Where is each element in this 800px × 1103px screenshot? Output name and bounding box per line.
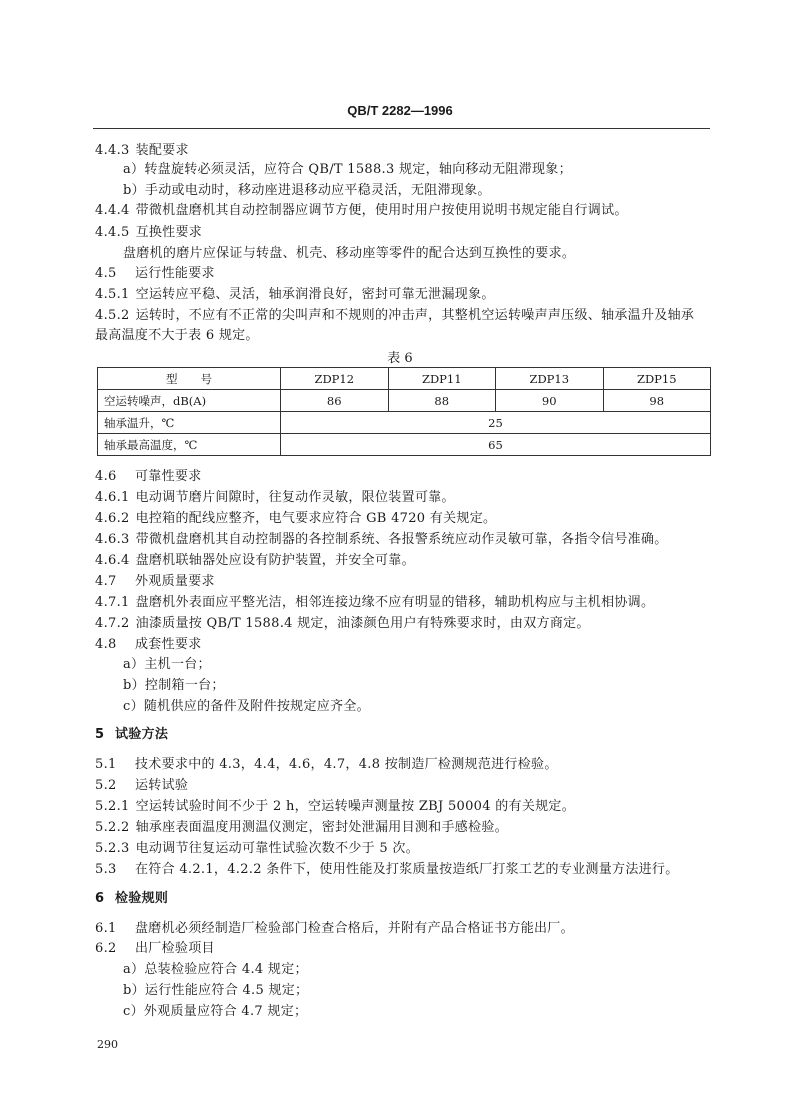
clause-text: 运行性能要求 xyxy=(135,266,215,281)
clause-line xyxy=(95,941,215,957)
text-line xyxy=(123,162,572,178)
text-line xyxy=(123,678,225,694)
clause-text: 最高温度不大于表 6 规定。 xyxy=(95,328,259,343)
clause-number: 4.6 xyxy=(95,469,117,484)
clause-text: b）手动或电动时，移动座进退移动应平稳灵活，无阻滞现象。 xyxy=(123,183,491,198)
clause-line xyxy=(95,553,415,569)
clause-number: 4.6.1 xyxy=(95,490,130,505)
clause-line xyxy=(95,595,654,611)
table-6 xyxy=(97,367,711,456)
clause-text: 电动调节磨片间隙时，往复动作灵敏，限位装置可靠。 xyxy=(135,490,455,505)
clause-number: 5 xyxy=(95,727,105,742)
clause-number: 4.4.3 xyxy=(95,143,130,158)
table-row xyxy=(98,390,711,412)
clause-number: 4.5.2 xyxy=(95,308,130,323)
table-cell: 轴承最高温度，℃ xyxy=(98,434,281,456)
clause-text: 在符合 4.2.1，4.2.2 条件下，使用性能及打浆质量按造纸厂打浆工艺的专业测量方法进行。 xyxy=(135,862,679,877)
clause-line xyxy=(95,799,575,815)
clause-text: 油漆质量按 QB/T 1588.4 规定，油漆颜色用户有特殊要求时，由双方商定。 xyxy=(135,616,590,631)
table-header-row xyxy=(98,368,711,390)
clause-line xyxy=(95,532,668,548)
clause-number: 5.2.3 xyxy=(95,841,130,856)
clause-text: 带微机盘磨机其自动控制器应调节方便，使用时用户按使用说明书规定能自行调试。 xyxy=(135,203,628,218)
page-number: 290 xyxy=(97,1038,118,1051)
table-cell: 型 号 xyxy=(98,368,281,390)
clause-text: 技术要求中的 4.3，4.4，4.6，4.7，4.8 按制造厂检测规范进行检验。 xyxy=(135,757,558,772)
clause-line xyxy=(95,757,558,773)
clause-line xyxy=(95,308,694,324)
clause-text: 空运转试验时间不少于 2 h，空运转噪声测量按 ZBJ 50004 的有关规定。 xyxy=(135,799,576,814)
clause-line xyxy=(95,287,495,303)
clause-number: 4.6.4 xyxy=(95,553,130,568)
clause-text: 盘磨机必须经制造厂检验部门检查合格后，并附有产品合格证书方能出厂。 xyxy=(135,921,574,936)
table-row xyxy=(98,412,711,434)
clause-text: 外观质量要求 xyxy=(135,574,215,589)
clause-number: 5.2.2 xyxy=(95,820,130,835)
table-cell: 轴承温升，℃ xyxy=(98,412,281,434)
clause-number: 4.7.2 xyxy=(95,616,130,631)
table-cell: 88 xyxy=(388,390,496,412)
clause-text: 成套性要求 xyxy=(135,637,202,652)
clause-number: 4.5 xyxy=(95,266,117,281)
clause-number: 4.4.5 xyxy=(95,225,130,240)
clause-text: 盘磨机联轴器处应设有防护装置，并安全可靠。 xyxy=(135,553,415,568)
clause-line xyxy=(95,637,202,653)
clause-text: 运转试验 xyxy=(135,778,189,793)
clause-line xyxy=(95,820,508,836)
clause-number: 4.6.2 xyxy=(95,511,130,526)
text-line xyxy=(123,962,308,978)
clause-number: 4.4.4 xyxy=(95,203,130,218)
clause-text: 可靠性要求 xyxy=(135,469,202,484)
clause-text: 空运转应平稳、灵活，轴承润滑良好，密封可靠无泄漏现象。 xyxy=(135,287,495,302)
clause-text: b）运行性能应符合 4.5 规定； xyxy=(123,983,309,998)
clause-line xyxy=(95,727,168,743)
table-cell: ZDP15 xyxy=(603,368,711,390)
table-cell: 空运转噪声，dB(A) xyxy=(98,390,281,412)
clause-number: 4.5.1 xyxy=(95,287,130,302)
clause-text: 轴承座表面温度用测温仪测定，密封处泄漏用目测和手感检验。 xyxy=(135,820,508,835)
text-line xyxy=(95,328,259,344)
clause-text: a）主机一台； xyxy=(123,657,211,672)
clause-text: 出厂检验项目 xyxy=(135,941,215,956)
clause-number: 4.8 xyxy=(95,637,117,652)
table-cell: 90 xyxy=(496,390,604,412)
clause-line xyxy=(95,511,496,527)
table-cell: 86 xyxy=(281,390,389,412)
clause-number: 5.2 xyxy=(95,778,117,793)
table-cell: 98 xyxy=(603,390,711,412)
clause-line xyxy=(95,778,188,794)
clause-number: 6.2 xyxy=(95,941,117,956)
clause-number: 5.2.1 xyxy=(95,799,130,814)
clause-line xyxy=(95,490,455,506)
text-line xyxy=(123,1004,307,1020)
table-caption: 表 6 xyxy=(387,351,413,366)
clause-number: 4.7.1 xyxy=(95,595,130,610)
table-cell: ZDP11 xyxy=(388,368,496,390)
clause-number: 6.1 xyxy=(95,921,117,936)
clause-line xyxy=(95,921,574,937)
text-line xyxy=(123,699,370,715)
header-rule xyxy=(93,128,710,129)
document-header: QB/T 2282—1996 xyxy=(347,103,453,118)
table-cell: ZDP13 xyxy=(496,368,604,390)
text-line xyxy=(123,183,491,199)
clause-text: b）控制箱一台； xyxy=(123,678,225,693)
clause-text: a）转盘旋转必须灵活，应符合 QB/T 1588.3 规定，轴向移动无阻滞现象； xyxy=(123,162,572,177)
clause-text: 电动调节往复运动可靠性试验次数不少于 5 次。 xyxy=(135,841,420,856)
clause-text: 盘磨机的磨片应保证与转盘、机壳、移动座等零件的配合达到互换性的要求。 xyxy=(123,246,576,261)
clause-line xyxy=(95,266,215,282)
clause-line xyxy=(95,143,189,159)
table-cell: 65 xyxy=(281,434,711,456)
text-line xyxy=(123,246,575,262)
clause-text: 带微机盘磨机其自动控制器的各控制系统、各报警系统应动作灵敏可靠，各指令信号准确。 xyxy=(135,532,668,547)
clause-text: 运转时，不应有不正常的尖叫声和不规则的冲击声，其整机空运转噪声声压级、轴承温升及轴承 xyxy=(135,308,695,323)
clause-number: 4.6.3 xyxy=(95,532,130,547)
clause-text: c）外观质量应符合 4.7 规定； xyxy=(123,1004,308,1019)
clause-line xyxy=(95,841,419,857)
clause-text: 盘磨机外表面应平整光洁，相邻连接边缘不应有明显的错移，辅助机构应与主机相协调。 xyxy=(135,595,655,610)
table-cell: ZDP12 xyxy=(281,368,389,390)
clause-line xyxy=(95,469,202,485)
clause-number: 6 xyxy=(95,891,105,906)
clause-line xyxy=(95,203,628,219)
table-cell: 25 xyxy=(281,412,711,434)
text-line xyxy=(123,983,308,999)
clause-line xyxy=(95,862,679,878)
clause-line xyxy=(95,574,215,590)
table-row xyxy=(98,434,711,456)
clause-text: a）总装检验应符合 4.4 规定； xyxy=(123,962,308,977)
clause-number: 5.1 xyxy=(95,757,117,772)
clause-text: 检验规则 xyxy=(115,891,169,906)
clause-text: 电控箱的配线应整齐，电气要求应符合 GB 4720 有关规定。 xyxy=(135,511,497,526)
clause-line xyxy=(95,891,168,907)
clause-text: 试验方法 xyxy=(115,727,169,742)
clause-text: 装配要求 xyxy=(135,143,189,158)
clause-text: c）随机供应的备件及附件按规定应齐全。 xyxy=(123,699,370,714)
clause-line xyxy=(95,225,202,241)
clause-number: 5.3 xyxy=(95,862,117,877)
clause-text: 互换性要求 xyxy=(135,225,203,240)
clause-line xyxy=(95,616,590,632)
clause-number: 4.7 xyxy=(95,574,117,589)
text-line xyxy=(123,657,211,673)
